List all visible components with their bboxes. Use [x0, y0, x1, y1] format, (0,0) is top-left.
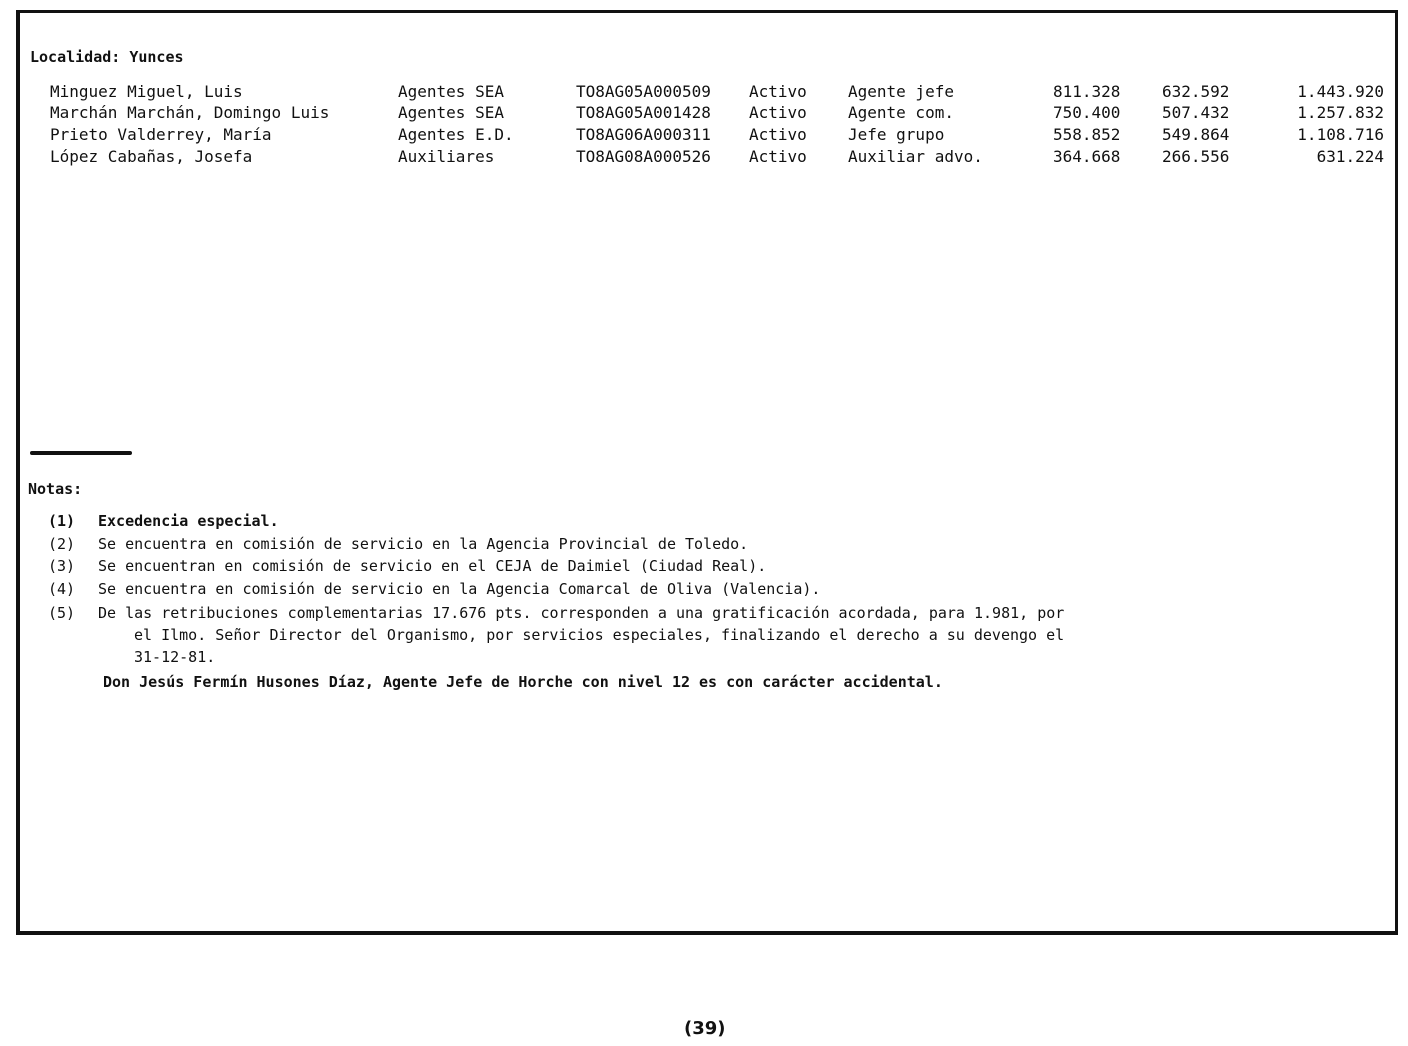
employee-registro: TO8AG08A000526 [576, 147, 711, 166]
note-text-continued: el Ilmo. Señor Director del Organismo, por servicios especiales, finalizando el derecho a su devengo el [134, 626, 1065, 644]
retribuciones-basicas: 558.852 [1053, 125, 1121, 144]
note-text-continued: 31-12-81. [134, 648, 216, 666]
retribuciones-complementarias: 507.432 [1162, 103, 1230, 122]
employee-puesto: Auxiliar advo. [848, 147, 983, 166]
employee-registro: TO8AG06A000311 [576, 125, 711, 144]
table-row [0, 147, 1408, 167]
additional-note: Don Jesús Fermín Husones Díaz, Agente Jefe de Horche con nivel 12 es con carácter accidental. [103, 673, 943, 691]
note-item [48, 557, 766, 575]
retribuciones-total: 631.224 [1316, 147, 1384, 166]
employee-name: Prieto Valderrey, María [50, 125, 272, 144]
employee-puesto: Agente jefe [848, 82, 954, 101]
employee-name: López Cabañas, Josefa [50, 147, 253, 166]
employee-cuerpo: Auxiliares [398, 147, 495, 166]
retribuciones-basicas: 811.328 [1053, 82, 1121, 101]
employee-cuerpo: Agentes SEA [398, 103, 504, 122]
employee-puesto: Agente com. [848, 103, 954, 122]
employee-registro: TO8AG05A001428 [576, 103, 711, 122]
note-item [48, 512, 279, 530]
retribuciones-total: 1.108.716 [1297, 125, 1384, 144]
retribuciones-complementarias: 632.592 [1162, 82, 1230, 101]
employee-situacion: Activo [749, 125, 807, 144]
page-number: (39) [684, 1018, 726, 1039]
retribuciones-complementarias: 266.556 [1162, 147, 1230, 166]
employee-situacion: Activo [749, 103, 807, 122]
notes-divider [30, 451, 132, 455]
employee-puesto: Jefe grupo [848, 125, 945, 144]
note-item [48, 580, 820, 598]
note-text: Excedencia especial. [98, 512, 279, 530]
retribuciones-basicas: 364.668 [1053, 147, 1121, 166]
table-row [0, 82, 1408, 102]
locality-heading: Localidad: Yunces [30, 48, 184, 66]
retribuciones-total: 1.257.832 [1297, 103, 1384, 122]
note-number: (5) [48, 604, 76, 622]
employee-registro: TO8AG05A000509 [576, 82, 711, 101]
note-number: (3) [48, 557, 76, 575]
employee-cuerpo: Agentes E.D. [398, 125, 514, 144]
note-text: Se encuentra en comisión de servicio en la Agencia Provincial de Toledo. [98, 535, 749, 553]
employee-name: Minguez Miguel, Luis [50, 82, 243, 101]
retribuciones-basicas: 750.400 [1053, 103, 1121, 122]
note-text: Se encuentran en comisión de servicio en el CEJA de Daimiel (Ciudad Real). [98, 557, 767, 575]
employee-name: Marchán Marchán, Domingo Luis [50, 103, 330, 122]
employee-situacion: Activo [749, 147, 807, 166]
note-number: (4) [48, 580, 76, 598]
table-row [0, 103, 1408, 123]
note-text: Se encuentra en comisión de servicio en la Agencia Comarcal de Oliva (Valencia). [98, 580, 821, 598]
retribuciones-complementarias: 549.864 [1162, 125, 1230, 144]
note-item [48, 535, 748, 553]
employee-situacion: Activo [749, 82, 807, 101]
note-number: (2) [48, 535, 76, 553]
note-text: De las retribuciones complementarias 17.676 pts. corresponden a una gratificación acordada, para 1.981, por [98, 604, 1065, 622]
table-row [0, 125, 1408, 145]
retribuciones-total: 1.443.920 [1297, 82, 1384, 101]
employee-cuerpo: Agentes SEA [398, 82, 504, 101]
note-number: (1) [48, 512, 76, 530]
notes-heading: Notas: [28, 480, 83, 498]
